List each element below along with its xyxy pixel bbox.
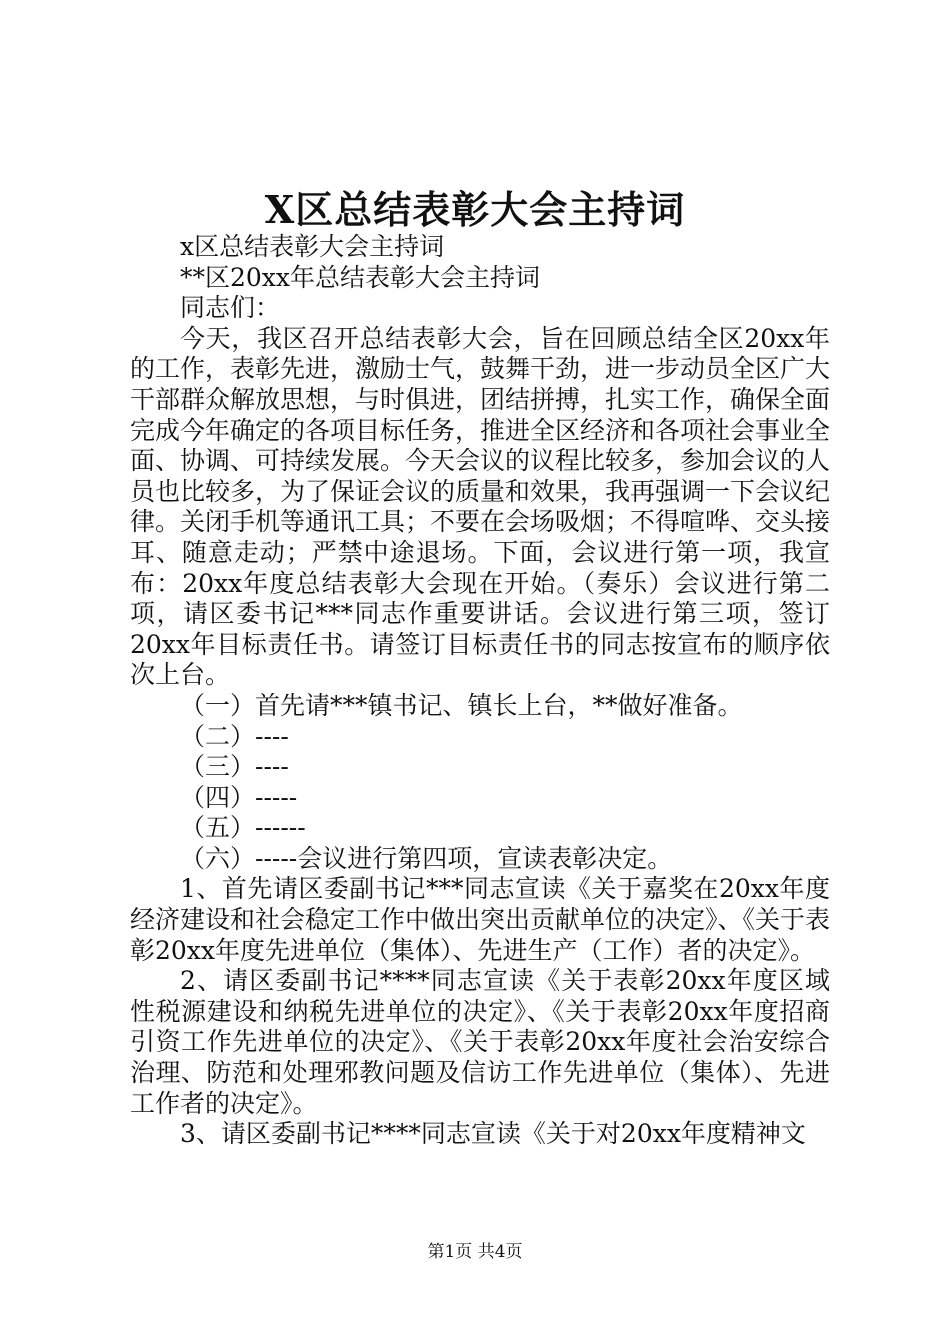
- paragraph-list-6: （六）-----会议进行第四项，宣读表彰决定。: [180, 843, 673, 873]
- paragraph-item-1: 1、首先请区委副书记***同志宣读《关于嘉奖在20xx年度经济建设和社会稳定工作中做出突出贡献单位的决定》、《关于表彰20xx年度先进单位（集体）、先进生产（工作）者的决定》。: [130, 874, 831, 965]
- paragraph-item-3: 3、请区委副书记****同志宣读《关于对20xx年度精神文: [180, 1119, 806, 1149]
- paragraph-list-1: （一）首先请***镇书记、镇长上台，**做好准备。: [180, 690, 743, 720]
- paragraph-list-4: （四）-----: [180, 782, 298, 812]
- document-body: [130, 232, 830, 1150]
- page-number-footer: 第1页 共4页: [427, 1242, 523, 1262]
- paragraph-list-5: （五）------: [180, 813, 306, 843]
- paragraph-opening: 今天，我区召开总结表彰大会，旨在回顾总结全区20xx年的工作，表彰先进，激励士气，鼓舞干劲，进一步动员全区广大干部群众解放思想，与时俱进，团结拼搏，扎实工作，确保全面完成今年确定的各项目标任务，推进全区经济和各项社会事业全面、协调、可持续发展。今天会议的议程比较多，参加会议的人员也比较多，为了保证会议的质量和效果，我再强调一下会议纪律。关闭手机等通讯工具；不要在会场吸烟；不得喧哗、交头接耳、随意走动；严禁中途退场。下面，会议进行第一项，我宣布：20xx年度总结表彰大会现在开始。（奏乐）会议进行第二项，请区委书记***同志作重要讲话。会议进行第三项，签订20xx年目标责任书。请签订目标责任书的同志按宣布的顺序依次上台。: [130, 323, 831, 690]
- paragraph-item-2: 2、请区委副书记****同志宣读《关于表彰20xx年度区域性税源建设和纳税先进单位的决定》、《关于表彰20xx年度招商引资工作先进单位的决定》、《关于表彰20xx年度社会治安综合治理、防范和处理邪教问题及信访工作先进单位（集体）、先进工作者的决定》。: [130, 966, 830, 1118]
- paragraph-list-2: （二）----: [180, 721, 289, 751]
- paragraph-subtitle-2: **区20xx年总结表彰大会主持词: [180, 262, 541, 292]
- document-title: X区总结表彰大会主持词: [264, 187, 686, 232]
- paragraph-salutation: 同志们：: [180, 293, 281, 323]
- paragraph-subtitle-1: x区总结表彰大会主持词: [180, 232, 445, 261]
- paragraph-list-3: （三）----: [180, 752, 289, 782]
